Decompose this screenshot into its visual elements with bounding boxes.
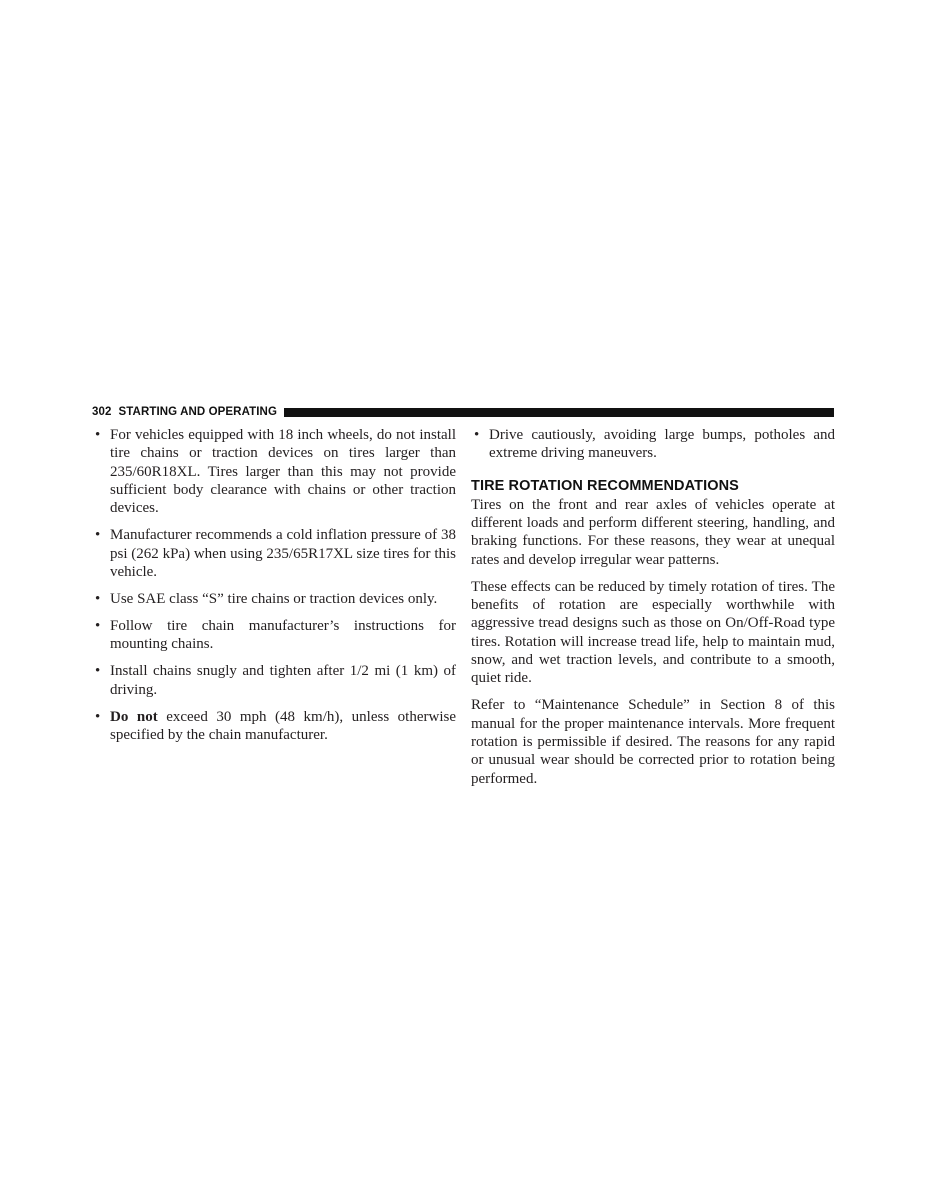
- bullet-icon: •: [474, 427, 480, 443]
- list-item: [92, 708, 456, 745]
- bullet-icon: •: [95, 590, 101, 607]
- list-item: [92, 617, 456, 654]
- paragraph: Tires on the front and rear axles of vehicles operate at different loads and perform different steering, handling, and braking functions. For these reasons, they wear at unequal rates and develop irregular wear patterns.: [471, 496, 835, 568]
- bullet-text: exceed 30 mph (48 km/h), unless otherwise specified by the chain manufacturer.: [110, 708, 456, 744]
- page-number: 302: [92, 406, 112, 418]
- list-item: [92, 662, 456, 699]
- bullet-icon: •: [95, 527, 101, 544]
- bullet-icon: •: [95, 708, 101, 725]
- section-heading: TIRE ROTATION RECOMMENDATIONS: [471, 477, 739, 494]
- bullet-icon: •: [95, 618, 101, 635]
- bullet-emphasis: Do not: [110, 708, 158, 725]
- paragraph: Refer to “Maintenance Schedule” in Section 8 of this manual for the proper maintenance intervals. More frequent rotation is permissible if desired. The reasons for any rapid or unusual wear should be corrected prior to rotation being performed.: [471, 697, 835, 787]
- bullet-text: Drive cautiously, avoiding large bumps, potholes and extreme driving maneuvers.: [489, 427, 835, 462]
- bullet-text: Install chains snugly and tighten after 1/2 mi (1 km) of driving.: [110, 663, 456, 698]
- paragraph: These effects can be reduced by timely rotation of tires. The benefits of rotation are especially worthwhile with aggressive tread designs such as those on On/Off-Road type tires. Rotation will increase tread life, help to maintain mud, snow, and wet traction levels, and contribute to a smooth, quiet ride.: [471, 578, 835, 687]
- right-column: [471, 426, 835, 797]
- bullet-icon: •: [95, 663, 101, 680]
- list-item: [92, 426, 456, 517]
- section-title: STARTING AND OPERATING: [118, 406, 278, 418]
- left-column: [92, 426, 456, 753]
- bullet-text: For vehicles equipped with 18 inch wheels, do not install tire chains or traction devices on tires larger than 235/60R18XL. Tires larger than this may not provide sufficient body clearance with chains or other traction devices.: [110, 427, 456, 517]
- bullet-text: Use SAE class “S” tire chains or traction devices only.: [110, 590, 438, 607]
- header-rule: [284, 408, 834, 417]
- chain-guidelines-list: [92, 426, 456, 744]
- bullet-text: Manufacturer recommends a cold inflation pressure of 38 psi (262 kPa) when using 235/65R17XL size tires for this vehicle.: [110, 527, 456, 580]
- bullet-icon: •: [95, 427, 101, 443]
- list-item: [92, 526, 456, 581]
- list-item: [92, 590, 456, 608]
- driving-list: [471, 426, 835, 463]
- bullet-text: Follow tire chain manufacturer’s instructions for mounting chains.: [110, 618, 456, 653]
- page-header: [92, 405, 834, 419]
- list-item: [471, 426, 835, 463]
